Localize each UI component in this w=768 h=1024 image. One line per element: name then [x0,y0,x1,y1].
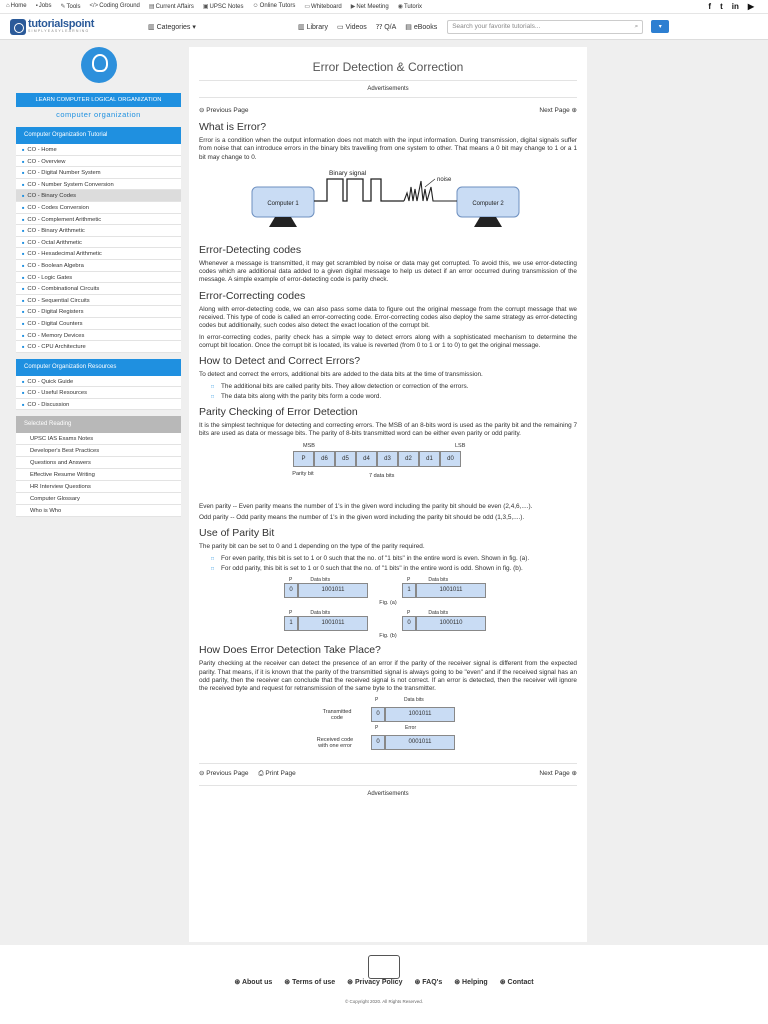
parity-example-row [284,616,374,631]
page-nav-top [199,106,577,114]
p-label: P [289,577,293,584]
parity-word-figure [199,443,577,499]
sidebar-item-label: CO - Hexadecimal Arithmetic [27,251,102,258]
sidebar [16,47,181,517]
page-nav-bottom [199,763,577,778]
top-link-upsc-notes[interactable]: ▣UPSC Notes [202,4,244,10]
paragraph-take: Parity checking at the receiver can detect the presence of an error if the parity of the receiver signal is different from the expected parity. That means, if it is known that the parity of the transmitted signal is always going to be "even" and if the received signal has an odd parity, then the receiver can conclude that the received signal is not correct. If an error is detected, then the receiver will ignore the received byte and request for retransmission of the same byte to the transmitter. [199,660,577,693]
sidebar-item-label: CO - Memory Devices [27,332,85,339]
binary-signal-wave [314,179,404,201]
site-logo[interactable] [10,19,138,35]
chevron-right-icon: ■ [22,147,25,152]
parity-cell: d5 [335,451,356,467]
top-link-coding-ground[interactable]: </>Coding Ground [89,3,140,9]
parity-cell: 1 [402,583,416,598]
paragraph-correct-2: In error-correcting codes, parity check has a simple way to detect errors along with a sophisticated mechanism to determine the corrupt bit location. Once the corrupt bit is located, its value is reverted (from 0 to 1 or 1 to 0) to get the original message. [199,333,577,349]
nav-ebooks[interactable]: ▤ eBooks [405,23,438,31]
chevron-right-icon: ■ [22,286,25,292]
page-title: Error Detection & Correction [312,60,464,74]
top-link-tutorix[interactable]: ◉Tutorix [397,4,423,10]
sidebar-item[interactable] [16,260,181,272]
heading-error-detecting: Error-Detecting codes [199,243,302,256]
paragraph-odd-parity: Odd parity -- Odd parity means the number of 1's in the given word including the parity bit should be odd (1,3,5,....). [199,514,525,522]
footer-helping-link[interactable]: ⊛ Helping [454,979,488,986]
sidebar-item[interactable] [16,295,181,307]
chevron-right-icon: ■ [22,262,25,268]
sidebar-item-label: CO - Overview [27,158,66,165]
top-link-current-affairs[interactable]: ▤Current Affairs [148,4,194,10]
data-cell: 1000110 [416,616,486,631]
chevron-right-icon: ■ [22,193,25,199]
footer-contact-link[interactable]: ⊛ Contact [499,979,534,986]
footer-faq-link[interactable]: ⊛ FAQ's [414,979,443,986]
noise-wave [404,181,457,201]
error-label: Error [405,725,417,732]
sidebar-resources-header: Computer Organization Resources [16,359,181,376]
data-cell: 1001011 [416,583,486,598]
chevron-right-icon: ■ [22,297,25,303]
sidebar-item-label: CO - Binary Codes [27,193,77,200]
received-code-label: Received code with one error [316,737,354,750]
transmission-figure [199,697,577,757]
sidebar-item-label: CO - Home [27,147,57,153]
footer-about-link[interactable]: ⊛ About us [234,979,273,986]
advertisements-label: Advertisements [199,80,577,98]
sidebar-item[interactable] [16,341,181,353]
data-cell: 1001011 [298,583,368,598]
menu-dropdown-button[interactable]: ▾ [651,20,669,33]
data-bits-label: Data bits [310,610,331,617]
error-signal-diagram [199,167,577,239]
sidebar-item[interactable] [16,202,181,214]
chevron-right-icon: ■ [22,170,25,176]
transmitted-code-cells [371,707,455,722]
use-list-item-1: □ For even parity, this bit is set to 1 or 0 such that the no. of "1 bits" in the entire word is even. Shown in fig. (a). [221,555,577,563]
p-label: P [407,610,411,617]
chevron-right-icon: ■ [22,228,25,234]
search-input[interactable] [447,20,643,34]
figure-b-label: Fig. (b) [379,633,397,640]
sidebar-item[interactable] [16,306,181,318]
chevron-right-icon: ■ [22,390,25,396]
reading-item[interactable]: Who is Who [16,505,181,517]
sidebar-subtitle: computer organization [56,110,141,119]
site-footer [0,945,768,1024]
sidebar-item[interactable] [16,330,181,342]
parity-example [402,577,492,598]
chevron-right-icon: ■ [22,204,25,210]
logo-subtext: SIMPLYEASYLEARNING [28,29,90,34]
heading-error-correcting: Error-Correcting codes [199,289,306,302]
use-list [221,555,577,574]
sidebar-item[interactable] [16,283,181,295]
search-placeholder: Search your favorite tutorials... [452,23,541,30]
error-signal-figure [199,167,577,239]
tx-data-cell: 1001011 [385,707,455,722]
sidebar-resource-item[interactable] [16,399,181,411]
chevron-right-icon: ■ [22,309,25,315]
twitter-icon[interactable]: t [720,2,723,11]
nav-videos[interactable]: ▭ Videos [336,23,367,31]
top-link-home[interactable]: ⌂Home [6,3,27,9]
parity-cell: d4 [356,451,377,467]
sidebar-resource-label: CO - Useful Resources [27,390,88,397]
categories-dropdown[interactable]: ▥ Categories ▾ [148,23,196,31]
msb-label: MSB [303,442,315,449]
top-links [6,3,708,10]
paragraph-how: To detect and correct the errors, additional bits are added to the data bits at the time of transmission. [199,371,483,379]
paragraph-detect: Whenever a message is transmitted, it may get scrambled by noise or data may get corrupted. To avoid this, we use error-detecting codes which are additional data added to a given digital message to help us detect if an error occurred during transmission of the message. A simple example of error-detecting code is parity check. [199,259,577,284]
top-bar [0,0,768,14]
tx-parity-cell: 0 [371,707,385,722]
tx-p-label: P [375,697,379,704]
chevron-right-icon: ■ [22,332,25,338]
parity-cell: 0 [284,583,298,598]
reading-item[interactable]: Developer's Best Practices [16,445,181,457]
sidebar-item[interactable] [16,190,181,202]
parity-word-cells [293,443,577,467]
sidebar-item-label: CO - Sequential Circuits [27,297,90,304]
sidebar-tutorial-header: Computer Organization Tutorial [16,127,181,144]
top-link-jobs[interactable]: ▪Jobs [35,3,52,9]
parity-example [402,610,492,631]
nav-qa[interactable]: ⁇ Q/A [375,23,397,31]
parity-example-row [402,616,492,631]
data-cell: 1001011 [298,616,368,631]
sidebar-reading-header: Selected Reading [16,416,181,433]
chevron-right-icon: ■ [22,274,25,280]
chevron-right-icon: ■ [22,320,25,326]
data-bits-label: 7 data bits [369,472,395,479]
footer-links [0,978,768,986]
reading-item[interactable]: HR Interview Questions [16,481,181,493]
parity-cell: 0 [402,616,416,631]
main-content [189,47,587,942]
heading-use-of-parity: Use of Parity Bit [199,527,275,540]
copyright-text: © Copyright 2020. All Rights Reserved. [344,999,424,1004]
rx-parity-cell: 0 [371,735,385,750]
p-label: P [289,610,293,617]
footer-privacy-link[interactable]: ⊛ Privacy Policy [347,979,403,986]
top-link-whiteboard[interactable]: ▭Whiteboard [304,4,342,10]
parity-example-row [402,583,492,598]
youtube-icon[interactable]: ▶ [747,2,754,11]
computer2-label: Computer 2 [472,200,504,207]
sidebar-resource-item[interactable] [16,387,181,399]
sidebar-item[interactable] [16,272,181,284]
noise-label: noise [437,176,452,183]
how-list [221,383,577,402]
sidebar-item-label: CO - Octal Arithmetic [27,239,82,246]
chevron-right-icon: ■ [22,251,25,257]
sidebar-item[interactable] [16,144,181,156]
sidebar-item-label: CO - Digital Counters [27,320,83,327]
sidebar-item-label: CO - Boolean Algebra [27,262,84,269]
sidebar-item[interactable] [16,225,181,237]
parity-example [284,577,374,598]
social-links [708,2,754,11]
advertisements-label-bottom: Advertisements [199,785,577,802]
header-nav [298,23,437,31]
figure-b-odd-parity [199,610,577,631]
heading-how-detection-takes-place: How Does Error Detection Take Place? [199,644,381,657]
chevron-right-icon: ■ [22,216,25,222]
prev-page-link[interactable]: ⊖ Previous Page [199,107,249,114]
sidebar-item-label: CO - Number System Conversion [27,181,114,188]
use-list-item-2: □ For odd parity, this bit is set to 1 or 0 such that the no. of "1 bits" in the entire word is odd. Shown in fig. (b). [221,565,577,573]
sidebar-item-label: CO - Logic Gates [27,274,73,281]
sidebar-item-label: CO - Digital Registers [27,309,84,316]
footer-logo-icon [368,955,400,979]
paragraph-use: The parity bit can be set to 0 and 1 depending on the type of the parity required. [199,543,425,551]
next-page-link[interactable]: Next Page ⊕ [539,107,577,114]
sidebar-learn-title: LEARN COMPUTER LOGICAL ORGANIZATION [16,93,181,107]
sidebar-item-label: CO - Digital Number System [27,170,101,177]
sidebar-item[interactable] [16,156,181,168]
logo-mark-icon [10,19,26,35]
noise-pointer [425,179,435,187]
lightbulb-icon [81,47,117,83]
sidebar-item[interactable] [16,237,181,249]
how-list-item-1: □ The additional bits are called parity bits. They allow detection or correction of the errors. [221,383,577,391]
rx-data-cell: 0001011 [385,735,455,750]
binary-signal-label: Binary signal [329,169,367,177]
how-list-item-2: □ The data bits along with the parity bits form a code word. [221,393,577,401]
chevron-right-icon: ■ [22,239,25,245]
search-icon[interactable]: ⌕ [634,22,639,30]
data-bits-label: Data bits [428,577,449,584]
heading-what-is-error: What is Error? [199,121,267,133]
reading-item[interactable]: UPSC IAS Exams Notes [16,433,181,445]
rx-p-label: P [375,725,379,732]
parity-bit-label: Parity bit [292,470,314,477]
print-page-link[interactable]: ⎙ Print Page [258,770,296,778]
parity-cell: d1 [419,451,440,467]
logo-text: tutorialspoint [28,18,95,31]
data-bits-label: Data bits [310,577,331,584]
reading-item[interactable]: Effective Resume Writing [16,469,181,481]
sidebar-item-label: CO - Combinational Circuits [27,286,100,293]
computer2-stand [474,217,502,227]
sidebar-resource-label: CO - Quick Guide [27,378,74,385]
data-bits-label: Data bits [428,610,449,617]
figure-a-even-parity [199,577,577,598]
sidebar-item-label: CO - Codes Conversion [27,204,89,211]
sidebar-item[interactable] [16,248,181,260]
p-label: P [407,577,411,584]
parity-cell: d6 [314,451,335,467]
paragraph-correct-1: Along with error-detecting code, we can also pass some data to figure out the original message from the corrupt message that we received. This type of code is called an error-correcting code. Error-correcting codes also deploy the same strategy as error-detecting codes but additionally, such codes also detect the exact location of the corrupt bit. [199,305,577,330]
parity-cell: d0 [440,451,461,467]
paragraph-parity: It is the simplest technique for detecting and correcting errors. The MSB of an 8-bits word is used as the parity bit and the remaining 7 bits are used as data or message bits. The parity of 8-bits transmitted word can be either even parity or odd parity. [199,422,577,438]
sidebar-item[interactable] [16,214,181,226]
sidebar-resource-item[interactable] [16,376,181,388]
sidebar-item-label: CO - CPU Architecture [27,344,86,351]
chevron-right-icon: ■ [22,158,25,164]
paragraph-even-parity: Even parity -- Even parity means the number of 1's in the given word including the parity bit should be even (2,4,6,....). [199,502,533,510]
reading-item[interactable]: Questions and Answers [16,457,181,469]
sidebar-item-label: CO - Complement Arithmetic [27,216,102,223]
facebook-icon[interactable]: f [708,2,712,11]
chevron-right-icon: ■ [22,181,25,187]
parity-cell: d2 [398,451,419,467]
chevron-right-icon: ■ [22,401,25,407]
heading-how-detect: How to Detect and Correct Errors? [199,355,361,368]
prev-page-link-bottom[interactable]: ⊖ Previous Page [199,770,249,778]
sidebar-item[interactable] [16,179,181,191]
reading-item[interactable]: Computer Glossary [16,493,181,505]
footer-terms-link[interactable]: ⊛ Terms of use [284,979,336,986]
figure-a-label: Fig. (a) [379,600,397,607]
sidebar-item-label: CO - Binary Arithmetic [27,228,85,235]
top-link-net-meeting[interactable]: ▶Net Meeting [350,4,389,10]
top-link-tools[interactable]: ✎Tools [60,4,81,10]
nav-library[interactable]: ▥ Library [298,23,328,31]
chevron-right-icon: ■ [22,378,25,384]
parity-cell: P [293,451,314,467]
chevron-right-icon: ■ [22,344,25,350]
computer1-stand [269,217,297,227]
linkedin-icon[interactable]: in [731,2,739,11]
top-link-online-tutors[interactable]: ☺Online Tutors [252,3,296,9]
next-page-link-bottom[interactable]: Next Page ⊕ [539,770,577,778]
paragraph-error: Error is a condition when the output information does not match with the input information. During transmission, digital signals suffer from noise that can introduce errors in the binary bits travelling from one system to other. That means a 0 bit may change to 1 or a 1 bit may change to 0. [199,137,577,161]
sidebar-item[interactable] [16,318,181,330]
parity-cell: 1 [284,616,298,631]
heading-parity-checking: Parity Checking of Error Detection [199,406,358,419]
parity-example-row [284,583,374,598]
received-code-cells [371,735,455,750]
transmitted-code-label: Transmitted code [322,709,352,722]
sidebar-item[interactable] [16,167,181,179]
computer1-label: Computer 1 [267,200,299,207]
parity-example [284,610,374,631]
sidebar-resource-label: CO - Discussion [27,401,70,408]
site-header [0,14,768,40]
tx-data-bits-label: Data bits [404,697,424,704]
parity-cell: d3 [377,451,398,467]
lsb-label: LSB [455,442,466,449]
